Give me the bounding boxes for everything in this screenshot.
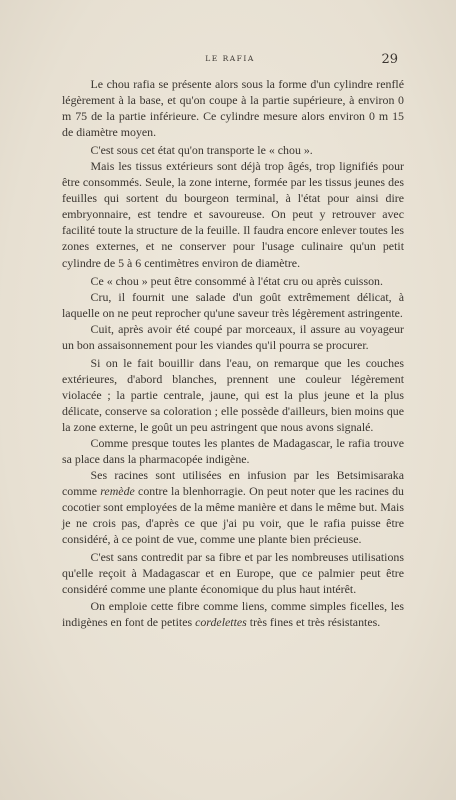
paragraph: Cru, il fournit une salade d'un goût extrêmement délicat, à laquelle on ne peut reprocher qu'une saveur très légèrement astringente. — [62, 289, 404, 320]
paragraph: Mais les tissus extérieurs sont déjà trop âgés, trop lignifiés pour être consommés. Seule, la zone interne, formée par les tissus jeunes des feuilles qui sortent du bourgeon terminal, à l'état pour ainsi dire embryonnaire, est tendre et savoureuse. On peut y retrouver avec facilité toute la structure de la feuille. Il faudra encore enlever toutes les zones externes, et ne conserver pour l'usage culinaire qu'un petit cylindre de 5 à 6 centimètres environ de diamètre. — [62, 159, 404, 270]
body-text — [62, 76, 404, 630]
paragraph: Cuit, après avoir été coupé par morceaux, il assure au voyageur un bon assaisonnement pour les viandes qu'il pourra se procurer. — [62, 321, 404, 352]
paragraph: C'est sans contredit par sa fibre et par les nombreuses utilisations qu'elle reçoit à Madagascar et en Europe, que ce palmier peut être considéré comme une plante économique du plus haut intérêt. — [62, 550, 404, 597]
running-title: LE RAFIA — [205, 54, 255, 63]
paragraph: Si on le fait bouillir dans l'eau, on remarque que les couches extérieures, d'abord blanches, prennent une couleur légèrement violacée ; la partie centrale, jaune, qui est la plus jeune et la plus délicate, conserve sa coloration ; elle possède d'ailleurs, bien moins que la zone externe, le goût un peu astringent que nous avons signalé. — [62, 355, 404, 434]
paragraph: On emploie cette fibre comme liens, comme simples ficelles, les indigènes en font de petites cordelettes très fines et très résistantes. — [62, 598, 404, 629]
paragraph: Ses racines sont utilisées en infusion par les Betsimisaraka comme remède contre la blenhorragie. On peut noter que les racines du cocotier sont employées de la même manière et dans le même but. Mais je ne crois pas, d'après ce que j'ai pu voir, que le rafia puisse être considéré, à ce point de vue, comme une plante bien précieuse. — [62, 468, 404, 547]
paragraph: Comme presque toutes les plantes de Madagascar, le rafia trouve sa place dans la pharmacopée indigène. — [62, 436, 404, 467]
paragraph: Le chou rafia se présente alors sous la forme d'un cylindre renflé légèrement à la base, et qu'on coupe à la partie supérieure, à environ 0 m 75 de la partie inférieure. Ce cylindre mesure alors environ 0 m 15 de diamètre moyen. — [62, 77, 404, 140]
emphasis: cordelettes — [195, 614, 247, 629]
page-header — [62, 52, 398, 68]
emphasis: remède — [100, 484, 135, 499]
paragraph: Ce « chou » peut être consommé à l'état cru ou après cuisson. — [90, 273, 383, 288]
page-number: 29 — [381, 52, 398, 67]
paragraph: C'est sous cet état qu'on transporte le « chou ». — [90, 143, 313, 158]
